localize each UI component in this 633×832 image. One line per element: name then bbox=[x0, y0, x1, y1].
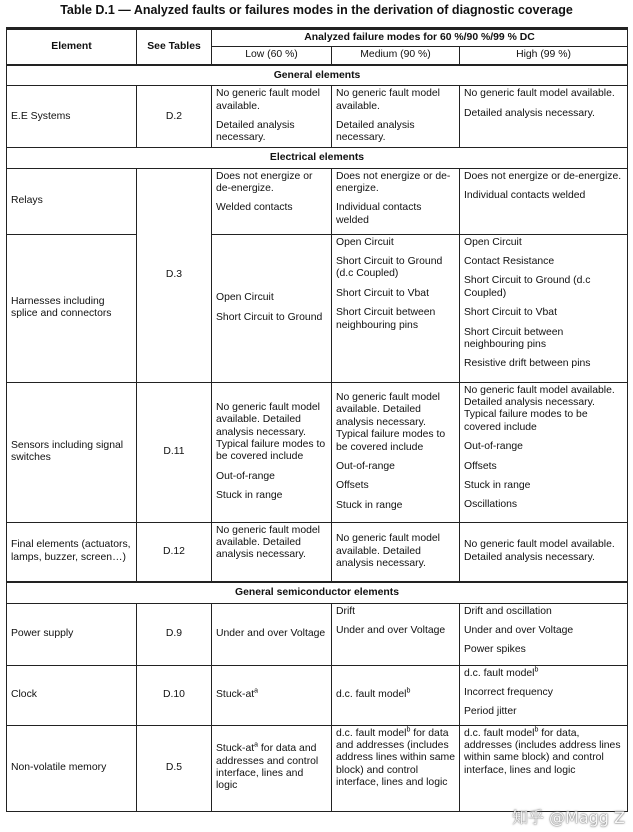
ref-ee: D.2 bbox=[137, 86, 212, 148]
cell-high: d.c. fault model$^b$ for data, addresses (includes address lines within same block) and control interface, lines and logic bbox=[460, 725, 628, 811]
element-nvm: Non-volatile memory bbox=[7, 725, 137, 811]
cell-medium: d.c. fault model$^b$ for data and addresses (includes address lines within same block) and control interface, lines and logic bbox=[332, 725, 460, 811]
table-row bbox=[7, 603, 628, 665]
cell-medium: No generic fault model available. Detailed analysis necessary. Typical failure modes to be covered include Out-of-range Offsets Stuck in range bbox=[332, 382, 460, 522]
cell-low: Does not energize or de-energize. Welded contacts bbox=[212, 168, 332, 234]
element-power: Power supply bbox=[7, 603, 137, 665]
table-row bbox=[7, 522, 628, 582]
table-row bbox=[7, 725, 628, 811]
table-row bbox=[7, 665, 628, 725]
header-see-tables: See Tables bbox=[137, 29, 212, 65]
cell-low: No generic fault model available. Detailed analysis necessary. bbox=[212, 522, 332, 582]
ref-clock: D.10 bbox=[137, 665, 212, 725]
element-final: Final elements (actuators, lamps, buzzer, screen…) bbox=[7, 522, 137, 582]
cell-medium: Open Circuit Short Circuit to Ground (d.c Coupled) Short Circuit to Vbat Short Circuit between neighbouring pins bbox=[332, 234, 460, 382]
table-row bbox=[7, 382, 628, 522]
element-sensors: Sensors including signal switches bbox=[7, 382, 137, 522]
cell-low: No generic fault model available. Detailed analysis necessary. Typical failure modes to be covered include Out-of-range Stuck in range bbox=[212, 382, 332, 522]
cell-high: No generic fault model available. Detailed analysis necessary. bbox=[460, 522, 628, 582]
ref-final: D.12 bbox=[137, 522, 212, 582]
table-row bbox=[7, 86, 628, 148]
cell-medium: No generic fault model available. Detailed analysis necessary. bbox=[332, 522, 460, 582]
ref-nvm: D.5 bbox=[137, 725, 212, 811]
ref-power: D.9 bbox=[137, 603, 212, 665]
cell-high: No generic fault model available. Detailed analysis necessary. Typical failure modes to be covered include Out-of-range Offsets Stuck in range Oscillations bbox=[460, 382, 628, 522]
element-relays: Relays bbox=[7, 168, 137, 234]
table-row bbox=[7, 234, 628, 382]
section-electrical: Electrical elements bbox=[7, 148, 628, 168]
cell-medium: Drift Under and over Voltage bbox=[332, 603, 460, 665]
header-high: High (99 %) bbox=[460, 47, 628, 65]
cell-medium: Does not energize or de-energize. Individual contacts welded bbox=[332, 168, 460, 234]
element-ee: E.E Systems bbox=[7, 86, 137, 148]
cell-low: Stuck-$at^a$ bbox=[212, 665, 332, 725]
table-title: Table D.1 — Analyzed faults or failures modes in the derivation of diagnostic coverage bbox=[60, 3, 573, 17]
cell-high: Drift and oscillation Under and over Voltage Power spikes bbox=[460, 603, 628, 665]
header-analyzed: Analyzed failure modes for 60 %/90 %/99 % DC bbox=[212, 29, 628, 47]
cell-high: d.c. fault model$^b$ Incorrect frequency Period jitter bbox=[460, 665, 628, 725]
table-row bbox=[7, 168, 628, 234]
cell-high: Does not energize or de-energize. Individual contacts welded bbox=[460, 168, 628, 234]
header-medium: Medium (90 %) bbox=[332, 47, 460, 65]
ref-d3: D.3 bbox=[137, 168, 212, 382]
cell-low: No generic fault model available. Detailed analysis necessary. bbox=[212, 86, 332, 148]
header-low: Low (60 %) bbox=[212, 47, 332, 65]
ref-sensors: D.11 bbox=[137, 382, 212, 522]
cell-low: Open Circuit Short Circuit to Ground bbox=[212, 234, 332, 382]
section-general: General elements bbox=[7, 65, 628, 86]
cell-medium: d.c. fault model$^b$ bbox=[332, 665, 460, 725]
watermark: 知乎 @Magg Z bbox=[511, 808, 625, 827]
diagnostic-coverage-table bbox=[6, 27, 628, 812]
cell-low: Under and over Voltage bbox=[212, 603, 332, 665]
cell-low: Stuck-$at^a$ for data and addresses and control interface, lines and logic bbox=[212, 725, 332, 811]
element-harness: Harnesses including splice and connectors bbox=[7, 234, 137, 382]
cell-high: No generic fault model available. Detailed analysis necessary. bbox=[460, 86, 628, 148]
section-semiconductor: General semiconductor elements bbox=[7, 582, 628, 603]
header-element: Element bbox=[7, 29, 137, 65]
element-clock: Clock bbox=[7, 665, 137, 725]
cell-high: Open Circuit Contact Resistance Short Circuit to Ground (d.c Coupled) Short Circuit to Vbat Short Circuit between neighbouring pins Resistive drift between pins bbox=[460, 234, 628, 382]
cell-medium: No generic fault model available. Detailed analysis necessary. bbox=[332, 86, 460, 148]
